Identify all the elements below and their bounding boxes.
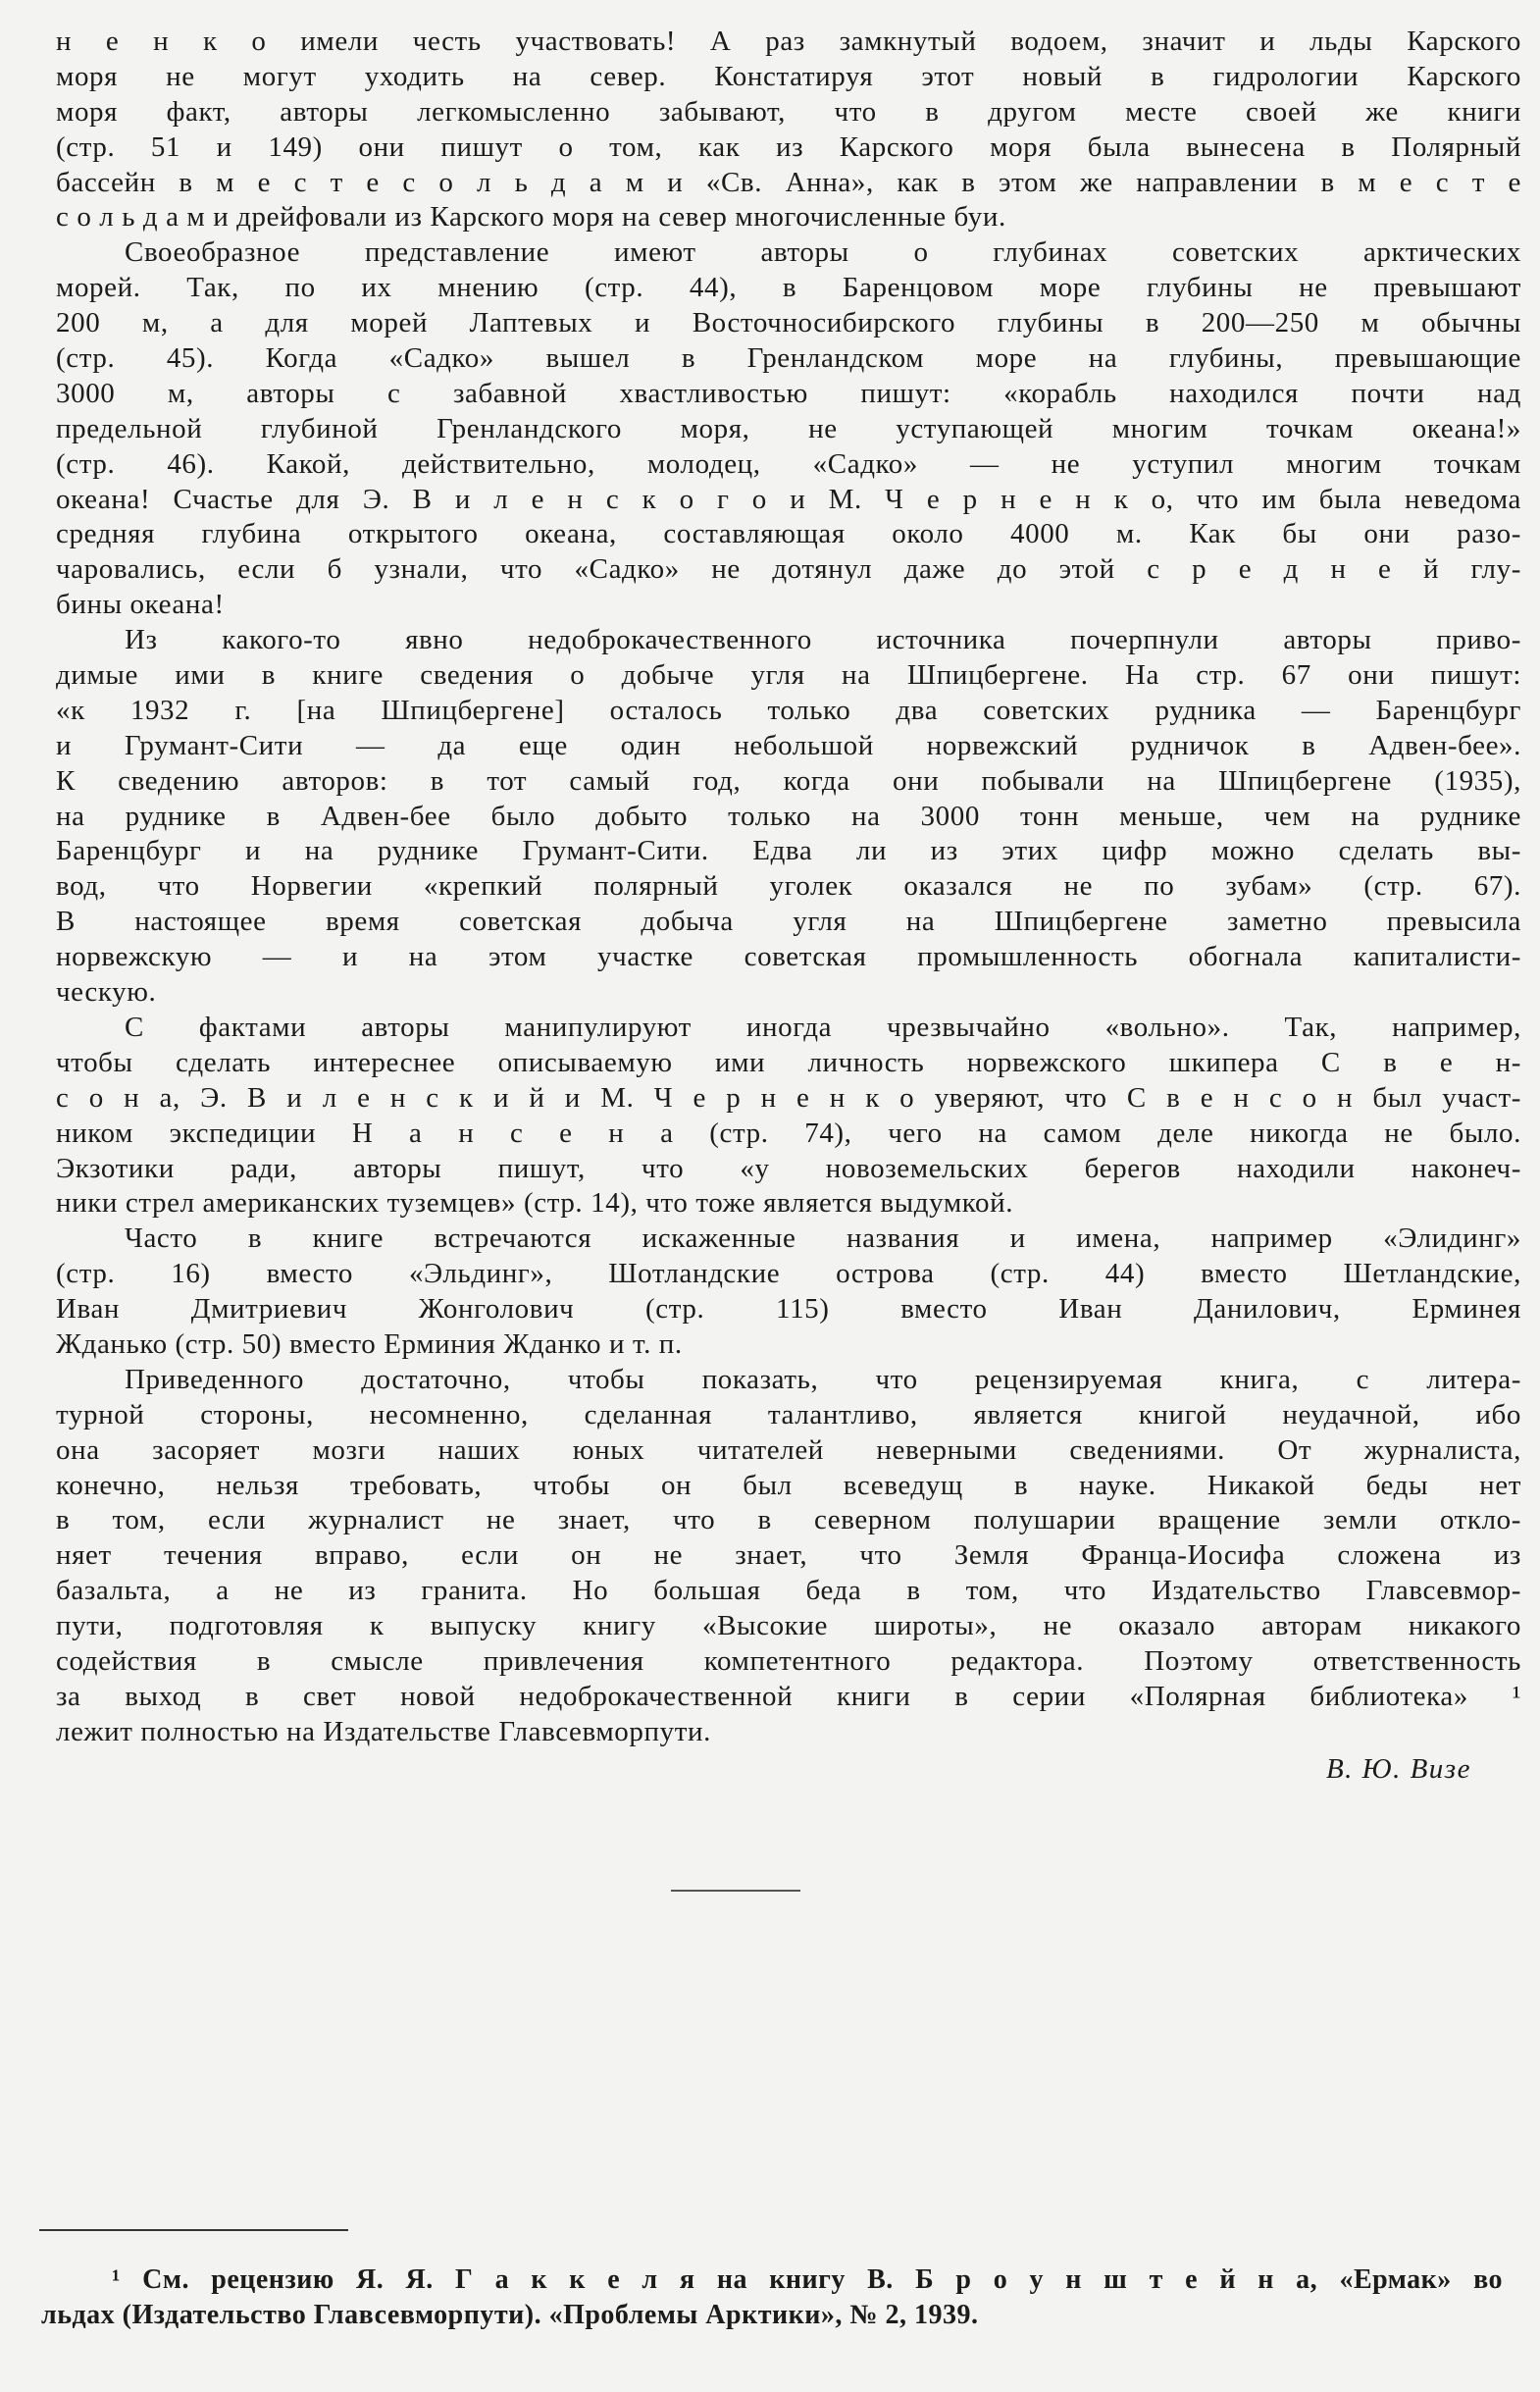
text-line: В настоящее время советская добыча угля на Шпицбергене заметно превысила	[56, 906, 1521, 938]
footnote-line: ¹ См. рецензию Я. Я. Г а к к е л я на книгу В. Б р о у н ш т е й н а, «Ермак» во	[112, 2264, 1503, 2295]
text-line: конечно, нельзя требовать, чтобы он был всеведущ в науке. Никакой беды нет	[56, 1469, 1521, 1501]
text-line: океана! Счастье для Э. В и л е н с к о г о и М. Ч е р н е н к о, что им была неведома	[56, 483, 1521, 515]
text-line: чтобы сделать интереснее описываемую ими личность норвежского шкипера С в е н-	[56, 1046, 1521, 1078]
paragraph	[56, 1222, 1521, 1363]
text-line: Часто в книге встречаются искаженные названия и имена, например «Элидинг»	[125, 1222, 1521, 1255]
text-line: 200 м, а для морей Лаптевых и Восточносибирского глубины в 200—250 м обычны	[56, 307, 1521, 339]
paragraph	[56, 623, 1521, 1011]
text-line: пути, подготовляя к выпуску книгу «Высокие широты», не оказало авторам никакого	[56, 1610, 1521, 1642]
section-separator	[671, 1890, 800, 1892]
paragraph	[56, 1011, 1521, 1222]
text-line: норвежскую — и на этом участке советская промышленность обогнала капиталисти-	[56, 941, 1521, 973]
text-line: димые ими в книге сведения о добыче угля на Шпицбергене. На стр. 67 они пишут:	[56, 659, 1521, 692]
text-line: с о н а, Э. В и л е н с к и й и М. Ч е р н е н к о уверяют, что С в е н с о н был участ-	[56, 1081, 1521, 1114]
text-line: няет течения вправо, если он не знает, что Земля Франца-Иосифа сложена из	[56, 1539, 1521, 1572]
text-line: лежит полностью на Издательстве Главсевморпути.	[56, 1715, 711, 1747]
text-line: на руднике в Адвен-бее было добыто только на 3000 тонн меньше, чем на руднике	[56, 800, 1521, 832]
text-line: вод, что Норвегии «крепкий полярный уголек оказался не по зубам» (стр. 67).	[56, 870, 1521, 903]
text-line: Своеобразное представление имеют авторы о глубинах советских арктических	[125, 236, 1521, 269]
text-line: средняя глубина открытого океана, составляющая около 4000 м. Как бы они разо-	[56, 518, 1521, 550]
text-line: моря факт, авторы легкомысленно забывают, что в другом месте своей же книги	[56, 95, 1521, 128]
text-line: ники стрел американских туземцев» (стр. 14), что тоже является выдумкой.	[56, 1187, 1014, 1220]
text-line: ником экспедиции Н а н с е н а (стр. 74), чего на самом деле никогда не было.	[56, 1117, 1521, 1149]
text-line: в том, если журналист не знает, что в северном полушарии вращение земли откло-	[56, 1504, 1521, 1536]
footnote	[41, 2263, 1503, 2334]
paragraph	[56, 235, 1521, 623]
text-line: (стр. 51 и 149) они пишут о том, как из Карского моря была вынесена в Полярный	[56, 130, 1521, 163]
text-line: Приведенного достаточно, чтобы показать, что рецензируемая книга, с литера-	[125, 1363, 1521, 1395]
text-line: она засоряет мозги наших юных читателей неверными сведениями. От журналиста,	[56, 1433, 1521, 1466]
text-line: (стр. 46). Какой, действительно, молодец, «Садко» — не уступил многим точкам	[56, 447, 1521, 480]
text-line: базальта, а не из гранита. Но большая беда в том, что Издательство Главсевмор-	[56, 1575, 1521, 1607]
text-line: за выход в свет новой недоброкачественной книги в серии «Полярная библиотека» ¹	[56, 1680, 1521, 1712]
paragraph	[56, 1363, 1521, 1750]
footnote-rule	[39, 2229, 348, 2231]
text-line: «к 1932 г. [на Шпицбергене] осталось только два советских рудника — Баренцбург	[56, 694, 1521, 726]
text-line: Баренцбург и на руднике Грумант-Сити. Едва ли из этих цифр можно сделать вы-	[56, 835, 1521, 867]
text-line: (стр. 45). Когда «Садко» вышел в Гренландском море на глубины, превышающие	[56, 342, 1521, 375]
article-body	[56, 25, 1521, 1750]
footnote-line: льдах (Издательство Главсевморпути). «Проблемы Арктики», № 2, 1939.	[41, 2299, 979, 2330]
text-line: ческую.	[56, 976, 157, 1009]
text-line: турной стороны, несомненно, сделанная талантливо, является книгой неудачной, ибо	[56, 1398, 1521, 1430]
text-line: (стр. 16) вместо «Эльдинг», Шотландские острова (стр. 44) вместо Шетландские,	[56, 1258, 1521, 1290]
text-line: Жданько (стр. 50) вместо Ерминия Жданко и т. п.	[56, 1327, 683, 1360]
text-line: содействия в смысле привлечения компетентного редактора. Поэтому ответственность	[56, 1644, 1521, 1677]
text-line: морей. Так, по их мнению (стр. 44), в Баренцовом море глубины не превышают	[56, 272, 1521, 304]
text-line: н е н к о имели честь участвовать! А раз замкнутый водоем, значит и льды Карского	[56, 26, 1521, 57]
text-line: с о л ь д а м и дрейфовали из Карского моря на север многочисленные буи.	[56, 201, 1006, 234]
text-line: бассейн в м е с т е с о л ь д а м и «Св. Анна», как в этом же направлении в м е с т е	[56, 166, 1521, 198]
text-line: Из какого-то явно недоброкачественного источника почерпнули авторы приво-	[125, 624, 1521, 656]
text-line: Экзотики ради, авторы пишут, что «у новоземельских берегов находили наконеч-	[56, 1152, 1521, 1184]
text-line: Иван Дмитриевич Жонголович (стр. 115) вместо Иван Данилович, Ерминея	[56, 1293, 1521, 1326]
text-line: моря не могут уходить на север. Констатируя этот новый в гидрологии Карского	[56, 60, 1521, 92]
text-line: предельной глубиной Гренландского моря, не уступающей многим точкам океана!»	[56, 412, 1521, 444]
author-signature: В. Ю. Визе	[1325, 1753, 1471, 1785]
text-line: чаровались, если б узнали, что «Садко» не дотянул даже до этой с р е д н е й глу-	[56, 553, 1521, 586]
text-line: 3000 м, авторы с забавной хвастливостью пишут: «корабль находился почти над	[56, 377, 1521, 409]
paragraph	[56, 25, 1521, 235]
text-line: К сведению авторов: в тот самый год, когда они побывали на Шпицбергене (1935),	[56, 764, 1521, 797]
text-line: бины океана!	[56, 589, 225, 621]
text-line: С фактами авторы манипулируют иногда чрезвычайно «вольно». Так, например,	[125, 1011, 1521, 1043]
text-line: и Грумант-Сити — да еще один небольшой норвежский рудничок в Адвен-бее».	[56, 729, 1521, 761]
